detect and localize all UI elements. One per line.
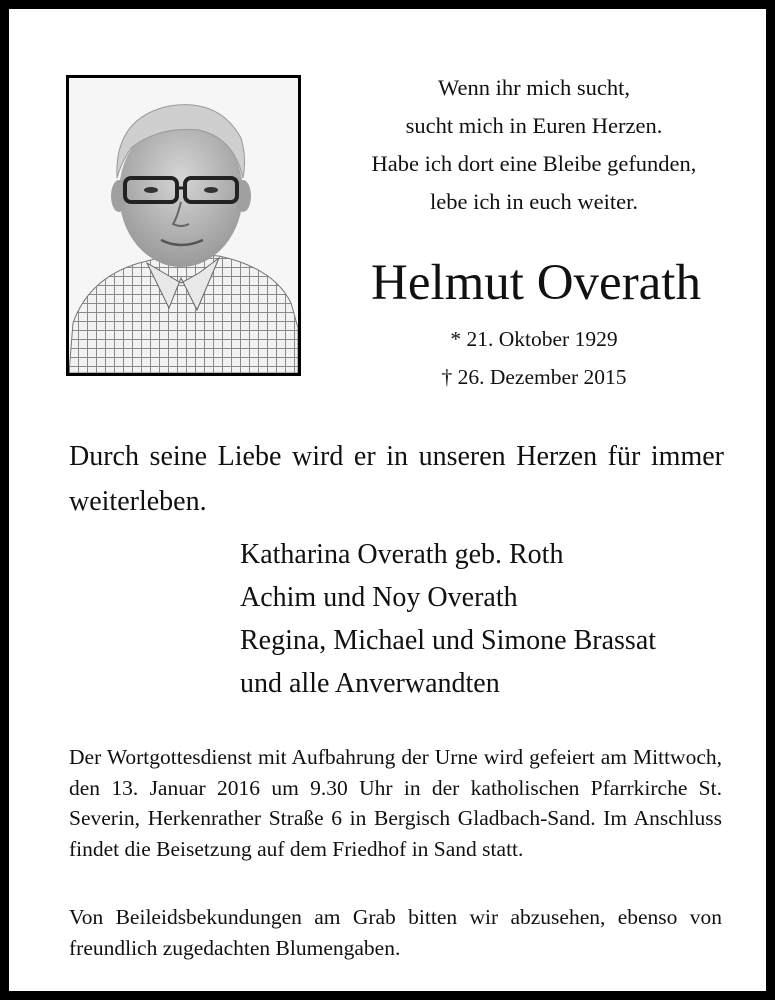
- life-dates: [314, 320, 754, 396]
- poem-line: Wenn ihr mich sucht,: [438, 75, 630, 100]
- poem-verse: [314, 69, 754, 221]
- birth-date: * 21. Oktober 1929: [450, 327, 618, 351]
- service-info: Der Wortgottesdienst mit Aufbahrung der Urne wird gefeiert am Mittwoch, den 13. Januar 2016 um 9.30 Uhr in der katholischen Pfarrkirche St. Severin, Herkenrather Straße 6 in Bergisch Gladbach-Sand. Im Anschluss findet die Beisetzung auf dem Friedhof in Sand statt.: [69, 745, 722, 861]
- tribute-text: Durch seine Liebe wird er in unseren Herzen für immer weiterleben.: [69, 441, 724, 517]
- portrait-photo: [66, 75, 301, 376]
- poem-line: lebe ich in euch weiter.: [429, 189, 639, 214]
- mourner-line: Regina, Michael und Simone Brassat: [240, 625, 657, 656]
- portrait-image: [69, 78, 298, 373]
- poem-line: sucht mich in Euren Herzen.: [405, 113, 663, 138]
- condolence-note: Von Beileidsbekundungen am Grab bitten wir abzusehen, ebenso von freundlich zugedachten Blumengaben.: [69, 905, 722, 960]
- deceased-name: Helmut Overath: [371, 255, 701, 311]
- poem-line: Habe ich dort eine Bleibe gefunden,: [371, 151, 697, 176]
- mourner-line: Katharina Overath geb. Roth: [240, 539, 564, 570]
- mourner-line: und alle Anverwandten: [240, 668, 500, 699]
- death-date: † 26. Dezember 2015: [441, 365, 627, 389]
- mourner-line: Achim und Noy Overath: [240, 582, 518, 613]
- mourners-list: [240, 533, 740, 705]
